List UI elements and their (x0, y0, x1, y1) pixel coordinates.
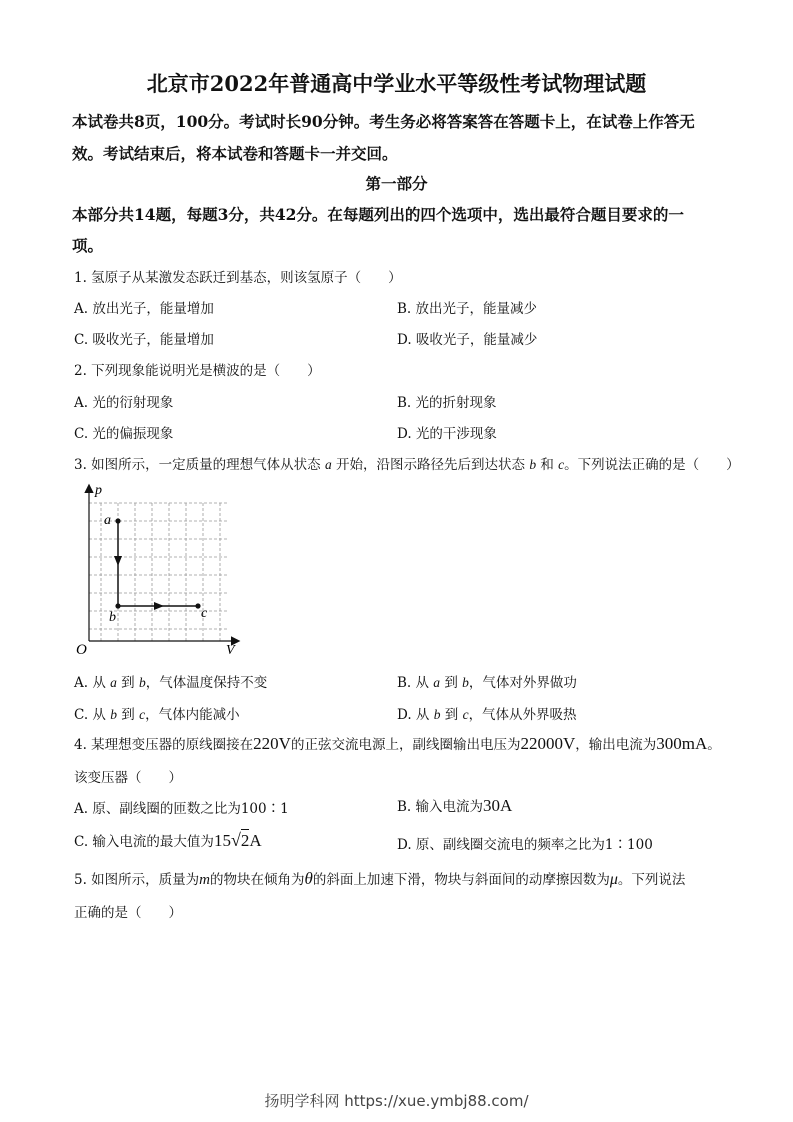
q4-option-a: A. 原、副线圈的匝数之比为100∶1 (74, 801, 289, 817)
point-c (195, 603, 200, 608)
q3-option-b: B. 从 a 到 b，气体对外界做功 (397, 675, 577, 691)
label-v: V (226, 643, 235, 658)
q1-stem: 1. 氢原子从某激发态跃迁到基态，则该氢原子（ ） (74, 270, 402, 286)
q4-option-b: B. 输入电流为30A (397, 796, 513, 815)
q1-option-c: C. 吸收光子，能量增加 (74, 332, 214, 348)
q2-option-a: A. 光的衍射现象 (74, 395, 174, 411)
q3-option-c: C. 从 b 到 c，气体内能减小 (74, 707, 240, 723)
q3-option-a: A. 从 a 到 b，气体温度保持不变 (74, 675, 268, 691)
q1-option-d: D. 吸收光子，能量减少 (397, 332, 538, 348)
q3-option-d: D. 从 b 到 c，气体从外界吸热 (397, 707, 577, 723)
label-b: b (109, 610, 116, 625)
arrow-a-to-b (114, 556, 122, 566)
q1-option-a: A. 放出光子，能量增加 (74, 301, 214, 317)
pv-diagram (70, 478, 250, 658)
q4-option-c: C. 输入电流的最大值为15√2A (74, 830, 262, 850)
q2-stem: 2. 下列现象能说明光是横波的是（ ） (74, 363, 321, 379)
q1-option-b: B. 放出光子，能量减少 (397, 301, 538, 317)
part-instruction-line-1: 本部分共14题，每题3分，共42分。在每题列出的四个选项中，选出最符合题目要求的一 (72, 205, 684, 224)
footer-watermark: 扬明学科网 https://xue.ymbj88.com/ (264, 1092, 529, 1110)
label-c: c (201, 606, 208, 621)
q2-option-d: D. 光的干涉现象 (397, 426, 497, 442)
q3-stem: 3. 如图所示，一定质量的理想气体从状态 a 开始，沿图示路径先后到达状态 b 和 c。下列说法正确的是（ ） (74, 457, 740, 473)
q4-stem-line-1: 4. 某理想变压器的原线圈接在220V的正弦交流电源上，副线圈输出电压为22000V，输出电流为300mA。 (74, 734, 721, 753)
q4-option-d: D. 原、副线圈交流电的频率之比为1∶100 (397, 837, 653, 853)
page-title: 北京市2022年普通高中学业水平等级性考试物理试题 (146, 71, 647, 96)
part-title: 第一部分 (365, 174, 428, 193)
intro-line-2: 效。考试结束后，将本试卷和答题卡一并交回。 (72, 144, 398, 163)
point-b (115, 603, 120, 608)
intro-line-1: 本试卷共8页，100分。考试时长90分钟。考生务必将答案答在答题卡上，在试卷上作答无 (72, 112, 695, 131)
label-a: a (104, 513, 111, 528)
q4-stem-line-2: 该变压器（ ） (74, 770, 182, 786)
point-a (115, 518, 120, 523)
label-p: p (95, 483, 102, 498)
q2-option-c: C. 光的偏振现象 (74, 426, 174, 442)
arrow-b-to-c (154, 602, 164, 610)
part-instruction-line-2: 项。 (72, 236, 104, 255)
q5-stem-line-1: 5. 如图所示，质量为m的物块在倾角为θ的斜面上加速下滑，物块与斜面间的动摩擦因数为μ。下列说法 (74, 869, 686, 888)
q2-option-b: B. 光的折射现象 (397, 395, 497, 411)
label-origin: O (76, 642, 87, 658)
q5-stem-line-2: 正确的是（ ） (74, 905, 182, 921)
